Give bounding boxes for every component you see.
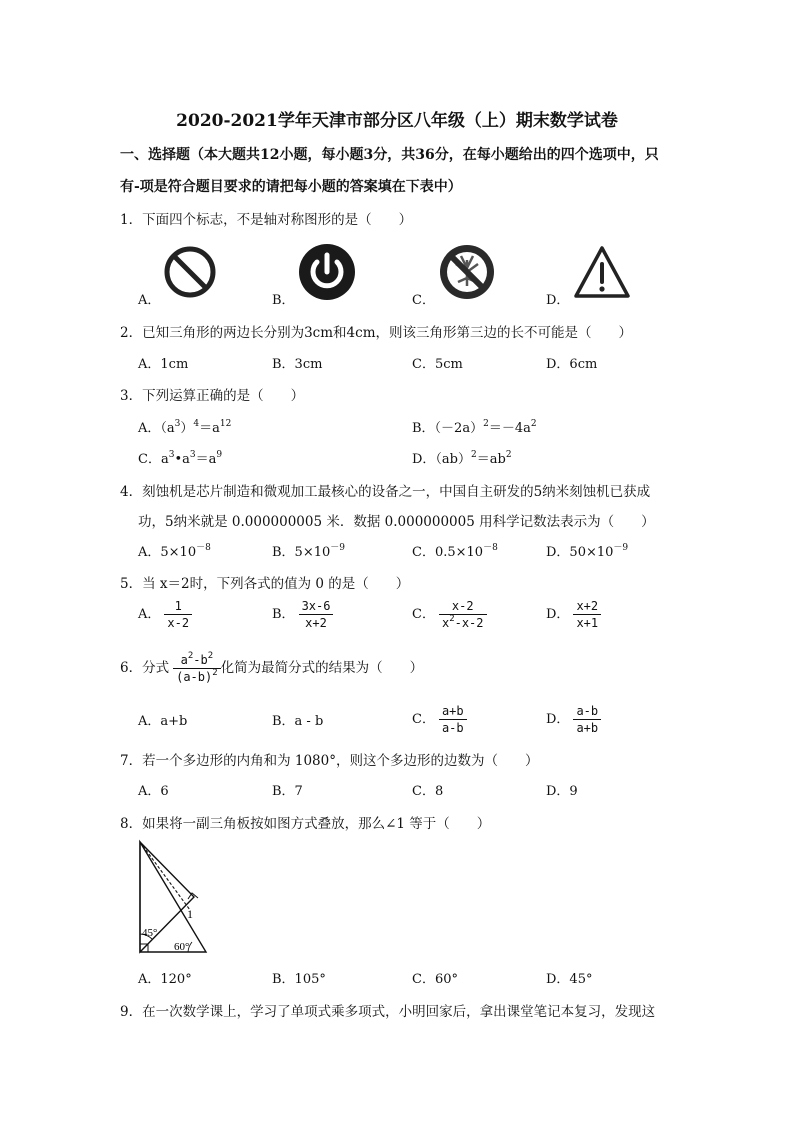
question-8-option-b[interactable]: B．105° [272,972,326,987]
fraction: $\frac{x-2}{x^2-x-2}$ [439,598,487,631]
question-8-option-c[interactable]: C．60° [412,972,458,987]
question-5-option-a[interactable]: A． $\frac{1}{x-2}$ [138,598,192,631]
fraction: $\frac{a^2-b^2}{(a-b)^2}$ [173,652,221,685]
question-1-option-b[interactable]: B． [272,293,295,308]
question-4-option-d[interactable]: D．$50\times 10^{-9}$ [546,543,629,560]
question-5-option-b[interactable]: B． $\frac{3x-6}{x+2}$ [272,598,333,631]
question-3-option-c[interactable]: C．$a^3•a^3=a^9$ [138,450,223,467]
fraction: $\frac{1}{x-2}$ [164,598,192,631]
question-6-option-d[interactable]: D． $\frac{a-b}{a+b}$ [546,703,601,736]
question-3-option-b[interactable]: B．$(-2a)^2=-4a^2$ [412,419,537,436]
section-heading-line2: 有-项是符合题目要求的请把每小题的答案填在下表中） [120,179,462,195]
question-8-option-d[interactable]: D．45° [546,972,593,987]
question-2-option-c[interactable]: C．5cm [412,357,463,372]
question-4-stem-line1: 4．刻蚀机是芯片制造和微观加工最核心的设备之一，中国自主研发的5纳米刻蚀机已获成 [120,484,651,500]
question-1-option-a[interactable]: A． [138,293,161,308]
question-1-option-c[interactable]: C． [412,293,435,308]
fraction: $\frac{a-b}{a+b}$ [573,703,601,736]
question-6-option-a[interactable]: A．a+b [138,714,188,729]
fraction: $\frac{x+2}{x+1}$ [573,598,601,631]
question-1-stem: 1．下面四个标志，不是轴对称图形的是（ ） [120,212,413,228]
fraction: $\frac{a+b}{a-b}$ [439,703,467,736]
question-3-option-d[interactable]: D．$(ab)^2=ab^2$ [412,450,512,467]
question-5-option-d[interactable]: D． $\frac{x+2}{x+1}$ [546,598,601,631]
angle-1-label: 1 [187,907,193,921]
question-5-option-c[interactable]: C． $\frac{x-2}{x^2-x-2}$ [412,598,487,631]
question-1-option-d[interactable]: D． [546,293,570,308]
angle-45-label: 45° [142,927,158,939]
prohibition-sign-icon [162,244,218,300]
power-button-icon [297,242,357,302]
question-6-option-c[interactable]: C． $\frac{a+b}{a-b}$ [412,703,467,736]
question-3-stem: 3．下列运算正确的是（ ） [120,388,305,404]
question-6-stem: 6．分式 $\frac{a^2-b^2}{(a-b)^2}$ 化简为最简分式的结果为（ ） [120,651,424,684]
question-7-option-a[interactable]: A．6 [138,784,169,799]
question-4-option-c[interactable]: C．$0.5\times 10^{-8}$ [412,543,498,560]
question-8-option-a[interactable]: A．120° [138,972,192,987]
question-2-option-d[interactable]: D．6cm [546,357,598,372]
question-6-option-b[interactable]: B．a - b [272,714,324,729]
warning-triangle-icon [572,244,632,300]
question-2-option-a[interactable]: A．1cm [138,357,189,372]
question-5-stem: 5．当 x＝2时，下列各式的值为 0 的是（ ） [120,576,410,592]
question-7-option-c[interactable]: C．8 [412,784,444,799]
question-2-stem: 2．已知三角形的两边长分别为3cm和4cm，则该三角形第三边的长不可能是（ ） [120,325,632,341]
question-7-option-d[interactable]: D．9 [546,784,578,799]
question-2-option-b[interactable]: B．3cm [272,357,323,372]
question-7-option-b[interactable]: B．7 [272,784,303,799]
angle-60-label: 60° [174,941,190,953]
question-4-stem-line2: 功，5纳米就是 0.000000005 米．数据 0.000000005 用科学记数法表示为（ ） [138,514,655,530]
question-8-stem: 8．如果将一副三角板按如图方式叠放，那么∠1 等于（ ） [120,816,491,832]
question-7-stem: 7．若一个多边形的内角和为 1080°，则这个多边形的边数为（ ） [120,753,539,769]
page-title: 2020-2021学年天津市部分区八年级（上）期末数学试卷 [176,111,618,131]
question-3-option-a[interactable]: A．$(a^3)^4=a^{12}$ [138,419,232,436]
question-9-stem-line1: 9．在一次数学课上，学习了单项式乘多项式，小明回家后，拿出课堂笔记本复习，发现这 [120,1004,656,1020]
no-marijuana-sign-icon [437,242,497,302]
section-heading-line1: 一、选择题（本大题共12小题，每小题3分，共36分，在每小题给出的四个选项中，只 [120,147,659,163]
question-4-option-b[interactable]: B．$5\times 10^{-9}$ [272,543,345,560]
fraction: $\frac{3x-6}{x+2}$ [299,598,334,631]
triangle-ruler-figure [132,838,218,960]
question-4-option-a[interactable]: A．$5\times 10^{-8}$ [138,543,211,560]
